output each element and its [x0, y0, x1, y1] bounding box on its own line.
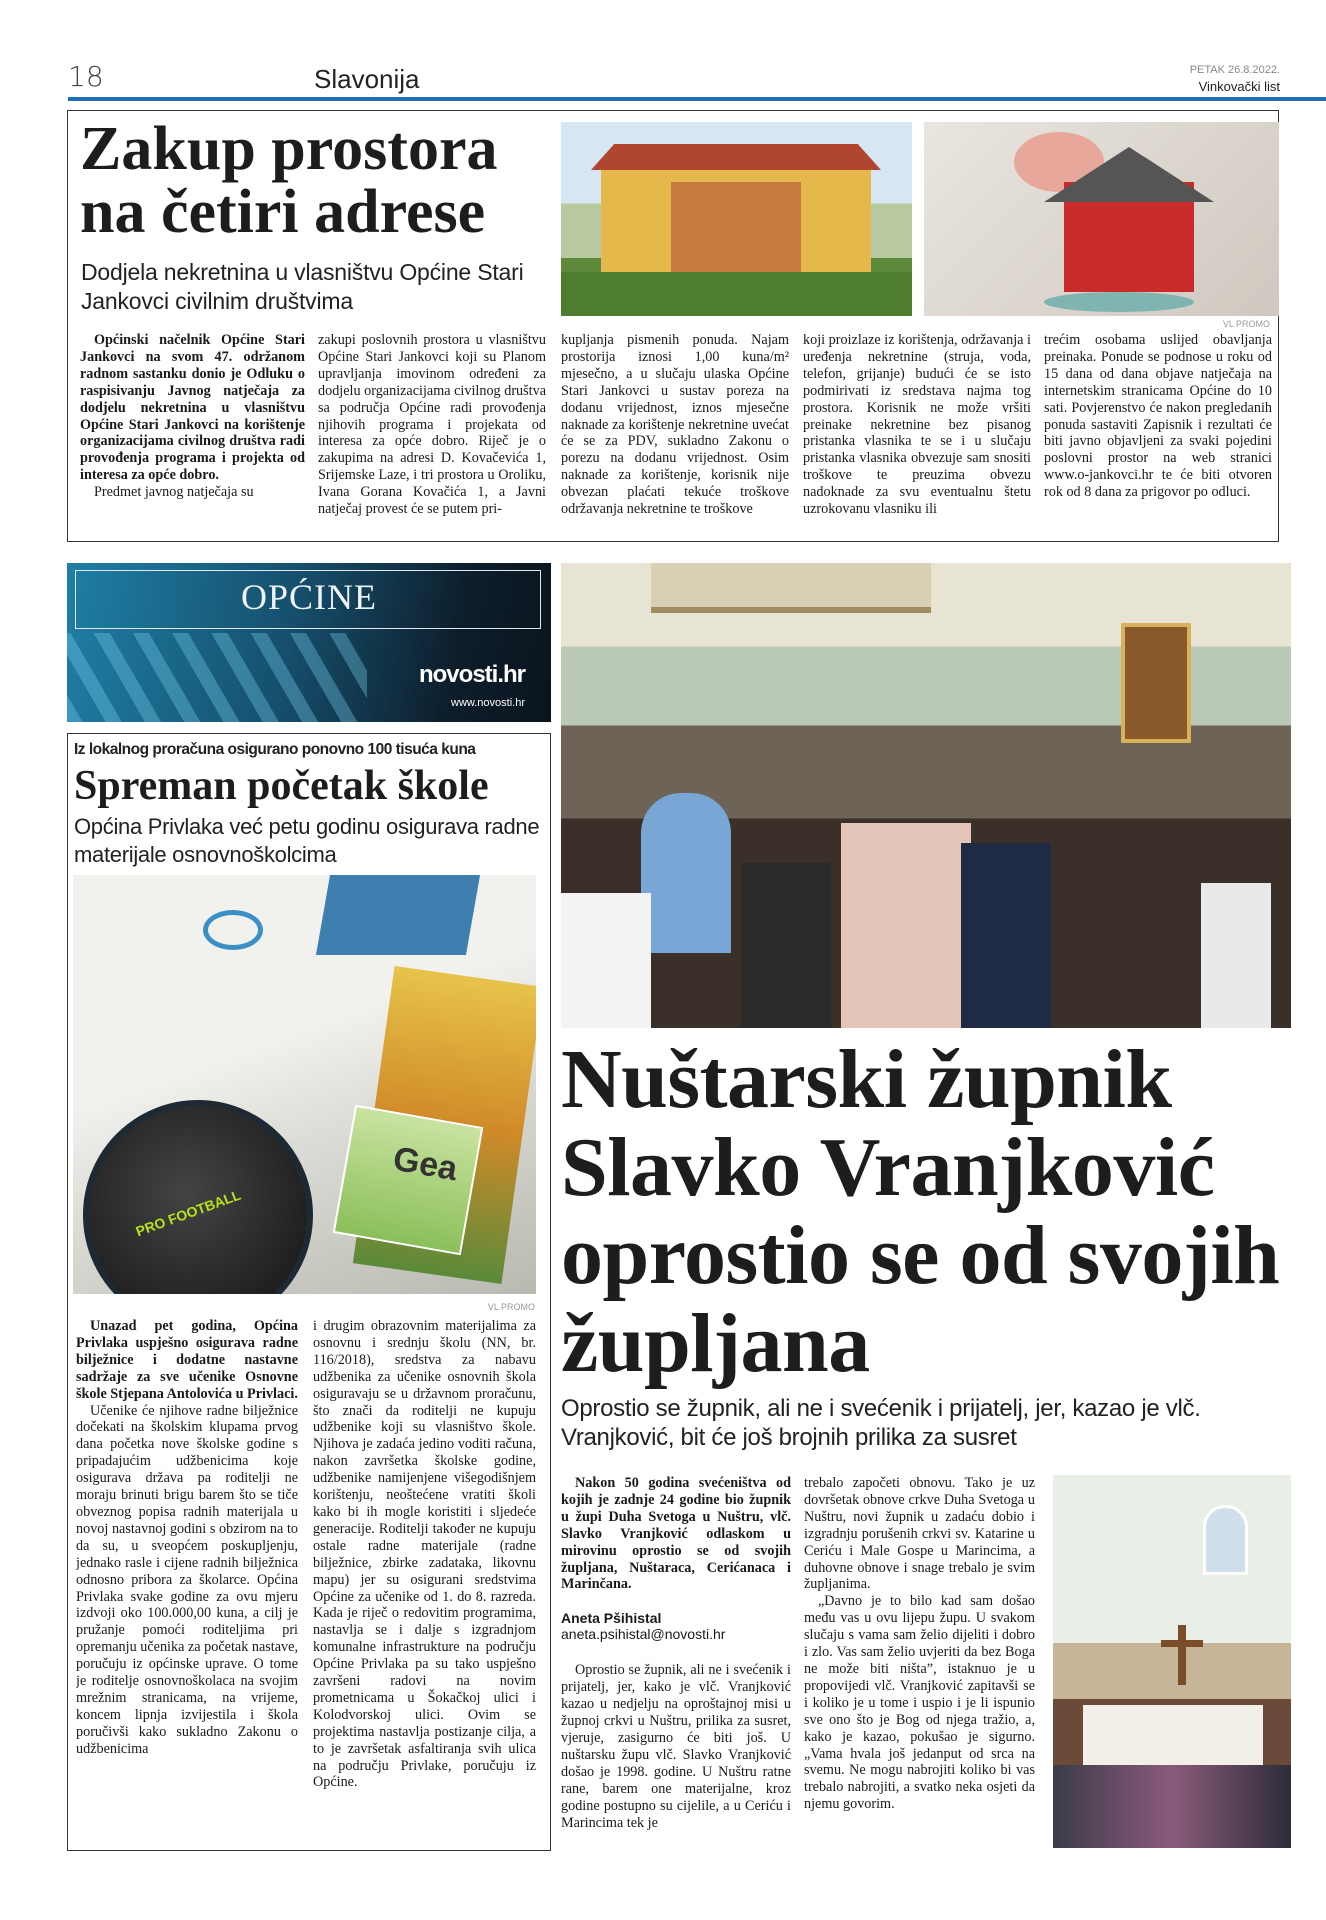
article1-headline: Zakup prostora na četiri adrese — [80, 115, 498, 246]
article2-subhead: Općina Privlaka već petu godinu osigurava radne materijale osnovnoškolcima — [74, 814, 540, 867]
article2-column-2 — [313, 1318, 536, 1848]
page-number: 18 — [68, 60, 104, 93]
article3-paragraph: „Davno je to bilo kad sam došao među vas u ovu lijepu župu. U svakom slučaju s vama sam želio dijeliti i dobro i zlo. Vas sam želio uvjeriti da bez Boga ne može biti ništa”, istaknuo je u propovijedi vlč. Vranjković zapitavši se i koliko je u tome i uspio i je li ispunio sve ono što je Bog od njega tražio, a, kako je kazao, pokušao je sigurno. „Vama hvala još jedanput od srca na svemu. Ne mogu nabrojiti koliko bi vas trebalo nabrojiti, a svatko neka osjeti da njemu govorim. — [804, 1593, 1035, 1813]
article1-paragraph: trećim osobama uslijed obavljanja preinaka. Ponude se podnose u roku od 15 dana od dana objave natječaja na internetskim stranicama Općine do 10 sati. Povjerenstvo će nakon pregledanih ponuda sastaviti Zapisnik i rezultati će biti javno objavljeni za svaki pojedini poslovni prostor na web stranici www.o-jankovci.hr te će biti otvoren rok od 8 dana za prigovor po odluci. — [1044, 332, 1272, 501]
article3-column-1 — [561, 1475, 791, 1851]
article1-paragraph: Predmet javnog natječaja su — [94, 484, 254, 501]
newspaper-name: Vinkovački list — [1198, 79, 1280, 94]
article2-headline: Spreman početak škole — [74, 763, 489, 809]
photo-credit: VL PROMO — [1222, 319, 1270, 329]
article3-column-2 — [804, 1475, 1035, 1851]
article1-column-1 — [80, 332, 305, 536]
article1-paragraph: kupljanja pismenih ponuda. Najam prostorija iznosi 1,00 kuna/m² mjesečno, a u slučaju ulaska Općine Stari Jankovci u sustav poreza na dodanu vrijednost, iznos mjesečne naknade za korištenje nekretnine uvećat će se za PDV, sukladno Zakonu o porezu na dodanu vrijednost. Osim naknade za korištenje, korisnik nije obvezan plaćati tekuće troškove održavanja nekretnine te troškove — [561, 332, 789, 518]
photo-credit: VL PROMO — [487, 1302, 535, 1312]
ball-label: PRO FOOTBALL — [133, 1186, 243, 1240]
article2-kicker: Iz lokalnog proračuna osigurano ponovno 100 tisuća kuna — [74, 741, 476, 758]
header-rule — [68, 97, 1326, 101]
article3-paragraph: Oprostio se župnik, ali ne i svećenik i prijatelj, jer, kako je vlč. Vranjković kazao u nedjelju na oproštajnoj misi u župnoj crkvi u Nuštru, prilika za susret, vjeruje, zasigurno će biti još. U nuštarsku župu vlč. Slavko Vranjković došao je 1998. godine. U Nuštru ratne rane, barem one materijalne, kroz godine postupno su cijelile, a u Ceriću i Marincima tek je — [561, 1662, 791, 1831]
photo-municipal-building — [561, 122, 912, 316]
article2-lead: Unazad pet godina, Općina Privlaka uspješno osigurava radne bilježnice i dodatne nastavne sadržaje za sve učenike Osnovne škole Stjepana Antolovića u Privlaci. — [76, 1318, 298, 1402]
article1-lead: Općinski načelnik Općine Stari Jankovci na svom 47. održanom radnom sastanku donio je Odluku o raspisivanju Javnog natječaja za dodjelu nekretnina u vlasništvu Općine Stari Jankovci na korištenje organizacijama civilnog društva radi provođenja programa i projekta od interesa za opće dobro. — [80, 332, 305, 484]
article1-column-5 — [1044, 332, 1272, 536]
section-title: Slavonija — [314, 64, 420, 94]
issue-date: PETAK 26.8.2022. — [1189, 64, 1280, 76]
banner-title: OPĆINE — [240, 577, 377, 617]
article3-lead: Nakon 50 godina svećeništva od kojih je zadnje 24 godine bio župnik u župi Duha Svetoga u Nuštru, vlč. Slavko Vranjković odlaskom u mirovinu oprostio se od svojih župljana, Nuštaraca, Cerićanaca i Marinčana. — [561, 1475, 791, 1593]
article3-headline: Nuštarski župnik Slavko Vranjković oprostio se od svojih župljana — [561, 1033, 1280, 1390]
photo-school-supplies — [73, 875, 536, 1294]
photo-church-altar — [1053, 1475, 1291, 1848]
author-email[interactable]: aneta.psihistal@novosti.hr — [561, 1626, 726, 1643]
book-label: Gea — [390, 1139, 461, 1189]
article1-column-2 — [318, 332, 546, 536]
banner-url[interactable]: www.novosti.hr — [451, 697, 525, 709]
article3-paragraph: trebalo započeti obnovu. Tako je uz dovršetak obnove crkve Duha Svetoga u Nuštru, novi župnik u zadaću dobio i izgradnju porušenih crkvi sv. Katarine u Ceriću i Male Gospe u Marincima, a duhovne obnove i snage trebalo je svim župljanima. — [804, 1475, 1035, 1593]
article3-subhead: Oprostio se župnik, ali ne i svećenik i prijatelj, jer, kazao je vlč. Vranjković, bit će još brojnih prilika za susret — [561, 1395, 1201, 1451]
article2-paragraph: Učenike će njihove radne bilježnice dočekati na školskim klupama prvog dana početka nove školske godine s pripadajućim udžbenicima koje osigurava država pa roditelji ne moraju brinuti brigu barem što se tiče obveznog popisa radnih materijala u novoj nastavnoj godini s obzirom na to da su, u sveopćem poskupljenju, jednako rasle i cijene radnih bilježnica odnosno pribora za školarce. Općina Privlaka svake godine za ovu mjeru izdvoji oko 100.000,00 kuna, a cilj je pružanje pomoći roditeljima pri opremanju učenika za početak nastave, poručuju iz općinske uprave. O tome je roditelje osnovnoškolaca na svojim mrežnim stranicama, na vrijeme, koncem lipnja izvijestila i škola poručivši kako sukladno Zakonu o udžbenicima — [76, 1402, 298, 1757]
novosti-logo: novosti.hr — [418, 661, 525, 688]
article2-column-1 — [76, 1318, 298, 1848]
photo-house-model-piggy-bank — [924, 122, 1279, 316]
article2-paragraph: i drugim obrazovnim materijalima za osnovnu i srednju školu (NN, br. 116/2018), sredstva za nabavu udžbenika za učenike osnovnih škola osiguravaju se u državnom proračunu, što znači da roditelji ne kupuju udžbenike koji su vlasništvo škole. Njihova je zadaća jedino voditi računa, nakon završetka školske godine, udžbenike namijenjene višegodišnjem korištenju, neoštećene vratiti školi kako bi ih mogle koristiti i sljedeće generacije. Roditelji također ne kupuju ostale radne materijale (radne bilježnice, zbirke zadataka, likovnu mapu) jer su osigurani sredstvima Općine za učenike od 1. do 8. razreda. Kada je riječ o redovitim programima, nastavlja se i dalje s izgradnjom komunalne infrastrukture na području Općine Privlaka pa su tako uspješno završeni radovi na novim prometnicama u Šokačkoj ulici i Kolodvorskoj ulici. Ovim se projektima nastavlja postizanje cilja, a to je završetak asfaltiranja svih ulica na području Privlake, poručuju iz Općine. — [313, 1318, 536, 1791]
article1-paragraph: zakupi poslovnih prostora u vlasništvu Općine Stari Jankovci koji su Planom upravljanja imovinom određeni za dodjelu organizacijama civilnog društva sa područja Općine radi provođenja njihovih programa i projekata od interesa za opće dobro. Riječ je o zakupima na adresi D. Kovačevića 1, Srijemske Laze, i tri prostora u Oroliku, Ivana Gorana Kovačića 1, a Javni natječaj provest će se putem pri- — [318, 332, 546, 518]
article1-paragraph: koji proizlaze iz korištenja, održavanja i uređenja nekretnine (struja, voda, telefon, grijanje) budući će se isto podmirivati iz sredstava najma tog prostora. Korisnik ne može vršiti preinake nekretnine bez pisanog pristanka vlasnika te se i u slučaju pristanka vlasnika obvezuje sam snositi troškove te preuzima obvezu nadoknade za svu eventualnu štetu uzrokovanu vlasniku ili — [803, 332, 1031, 518]
opcine-banner[interactable] — [67, 563, 551, 722]
article1-column-3 — [561, 332, 789, 536]
article1-column-4 — [803, 332, 1031, 536]
author-name: Aneta Pšihistal — [561, 1610, 662, 1627]
article1-subhead: Dodjela nekretnina u vlasništvu Općine Stari Jankovci civilnim društvima — [81, 259, 524, 314]
photo-church-congregation — [561, 563, 1291, 1028]
